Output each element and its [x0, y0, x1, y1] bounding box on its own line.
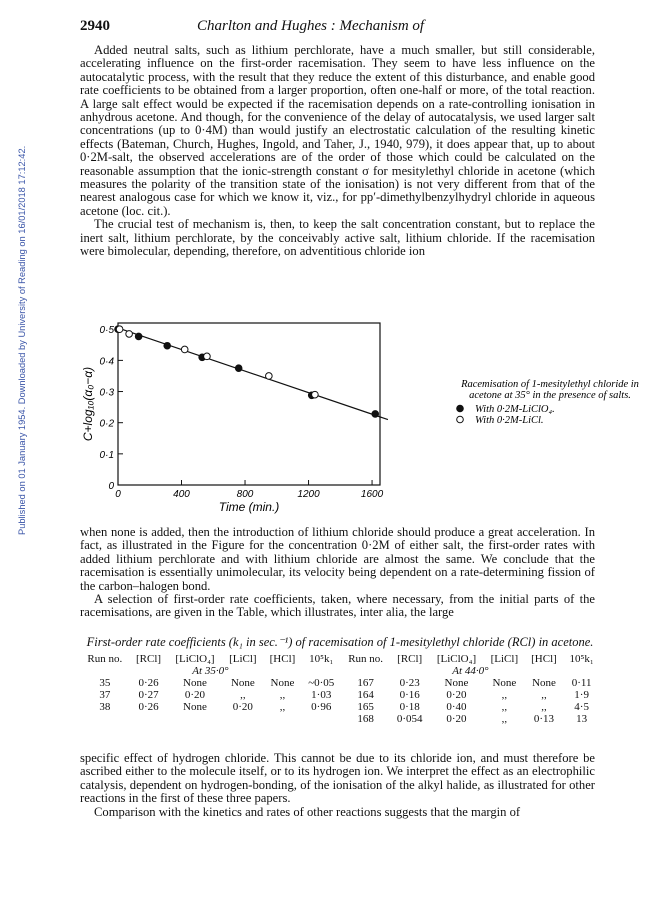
column-header: Run no.: [87, 653, 123, 665]
table-cell: ,,: [501, 689, 508, 701]
legend-label: With 0·2M-LiCl.: [475, 415, 544, 426]
table-cell: 35: [99, 677, 111, 689]
table-cell: ,,: [501, 713, 508, 725]
column-header: [RCl]: [397, 653, 423, 665]
data-point-licl: [126, 331, 133, 338]
x-axis-label: Time (min.): [218, 500, 280, 514]
table-row: [80, 677, 600, 689]
data-point-liclo4: [164, 342, 171, 349]
body-text-mid: [80, 526, 595, 620]
table-cell: 1·9: [574, 689, 589, 701]
table-cell: None: [270, 677, 295, 689]
paragraph: when none is added, then the introduction of lithium chloride should produce a great acceleration. In fact, as illustrated in the Figure for the concentration 0·2M of either salt, the first-order rates with added lithium perchlorate and with lithium chloride are almost the same. We conclude that the racemisation is essentially unimolecular, its velocity being dependent on a rate-determining fission of the carbon–halogen bond.: [80, 525, 595, 593]
table-header-row: [80, 653, 600, 665]
table-cell: [263, 713, 302, 725]
x-tick-label: 800: [236, 489, 254, 500]
table-cell: 0·11: [571, 677, 592, 689]
data-point-licl: [204, 353, 211, 360]
table-cell: 13: [576, 713, 588, 725]
table-cell: [302, 713, 341, 725]
table-cell: ,,: [501, 701, 508, 713]
table-cell: 37: [99, 689, 111, 701]
table-cell: 165: [357, 701, 374, 713]
x-tick-label: 400: [173, 489, 190, 500]
y-tick-label: 0: [108, 481, 114, 492]
table-cell: 0·20: [184, 689, 206, 701]
fit-line: [118, 328, 388, 420]
table-cell: 167: [357, 677, 374, 689]
table-cell: 0·96: [311, 701, 332, 713]
table-cell: 0·27: [138, 689, 159, 701]
table-cell: None: [230, 677, 255, 689]
table-cell: ~0·05: [308, 677, 335, 689]
temperature-label: At 44·0°: [452, 665, 489, 677]
y-tick-label: 0·1: [99, 449, 114, 461]
chart-caption-line: acetone at 35° in the presence of salts.: [469, 390, 631, 401]
data-point-liclo4: [372, 411, 379, 418]
data-point-liclo4: [135, 333, 142, 340]
column-header: [HCl]: [531, 653, 557, 665]
figure: [80, 305, 639, 525]
paragraph: Added neutral salts, such as lithium perchlorate, have a much smaller, but still considerable, accelerating influence on the first-order racemisation. They seem to have less influence on the autocatalytic process, with the result that they reduce the extent of this disturbance, and enable good rate coefficients to be obtained from a larger proportion, often one-half or more, of the total reaction. A large salt effect would be expected if the racemisation depends on a rate-controlling ionisation in anhydrous acetone. And though, for the convenience of the delay of autocatalysis, we used larger salt concentrations (up to 0·4M) than would justify an electrostatic calculation of the resulting kinetic effects (Bateman, Church, Hughes, Ingold, and Taher, J., 1940, 979), it does appear that, up to about 0·2M-salt, the observed accelerations are of the order of those which could be calculated on the reasonable assumption that the ionic-strength constant σ for mesitylethyl chloride in acetone (which measures the polarity of the transition state of the ionisation) is not very different from that of the nearest analogous case for which we know it, viz., for pp′-dimethylbenzylhydryl chloride in aqueous acetone (loc. cit.).: [80, 43, 595, 218]
table-cell: 0·26: [138, 701, 159, 713]
table-cell: None: [444, 677, 469, 689]
column-header: Run no.: [348, 653, 384, 665]
data-point-licl: [181, 346, 188, 353]
page-number: 2940: [80, 18, 110, 34]
table-cell: ,,: [279, 701, 286, 713]
table-cell: None: [532, 677, 556, 689]
table-cell: 4·5: [574, 701, 589, 713]
x-tick-label: 1200: [297, 489, 320, 500]
rate-coefficient-table: [80, 653, 600, 725]
y-tick-label: 0·4: [99, 356, 114, 368]
table-cell: [130, 713, 168, 725]
column-header: [RCl]: [136, 653, 162, 665]
x-tick-label: 1600: [360, 489, 384, 500]
legend-open-marker: [457, 416, 464, 423]
body-text-top: [80, 44, 595, 259]
paragraph: specific effect of hydrogen chloride. This cannot be due to its chloride ion, and must therefore be ascribed either to the molecule itself, or to its hydrogen ion. We interpret the effect as an electrophilic catalysis, dependent on hydrogen-bonding, of the ionisation of the alkyl halide, as illustrated for other reactions in the first of these three papers.: [80, 751, 595, 806]
table-cell: 0·16: [399, 689, 420, 701]
y-tick-label: 0·5: [99, 325, 114, 337]
page-header: [72, 18, 600, 38]
table-cell: 0·13: [533, 713, 555, 725]
table-cell: 38: [99, 701, 111, 713]
table-row: [80, 689, 600, 701]
table-cell: 1·03: [311, 689, 332, 701]
table-row: [80, 713, 600, 725]
body-text-bottom: [80, 752, 595, 819]
data-point-licl: [266, 373, 273, 380]
download-stamp: [0, 0, 27, 912]
y-tick-label: 0·3: [99, 387, 114, 399]
table-cell: 0·054: [396, 713, 423, 725]
y-tick-label: 0·2: [99, 418, 114, 430]
y-axis-label: C+log₁₀(α₀−α): [81, 366, 95, 442]
paragraph: Comparison with the kinetics and rates of other reactions suggests that the margin of: [94, 804, 521, 819]
x-tick-label: 0: [115, 489, 121, 500]
paragraph: The crucial test of mechanism is, then, to keep the salt concentration constant, but to replace the inert salt, lithium perchlorate, by the conceivably active salt, lithium chloride. If the racemisation were bimolecular, depending, therefore, on adventitious chloride ion: [80, 217, 595, 259]
racemisation-chart: [80, 305, 639, 525]
download-stamp-text: Published on 01 January 1954. Downloaded by University of Reading on 16/01/2018 17:12:42.: [17, 145, 27, 535]
table-cell: 0·20: [446, 713, 467, 725]
table-row: [80, 701, 600, 713]
table-cell: [80, 713, 130, 725]
chart-caption-line: Racemisation of 1-mesitylethyl chloride in: [461, 379, 639, 390]
table-caption: First-order rate coefficients (k₁ in sec.⁻¹) of racemisation of 1-mesitylethyl chloride (RCl) in acetone.: [86, 635, 594, 649]
table-cell: 0·26: [138, 677, 159, 689]
paragraph: A selection of first-order rate coefficients, taken, where necessary, from the initial parts of the racemisations, are given in the Table, which illustrates, inter alia, the large: [80, 592, 595, 620]
column-header: 10⁵k₁: [309, 653, 334, 665]
column-header: 10⁵k₁: [569, 653, 594, 665]
column-header: [LiClO₄]: [436, 653, 477, 665]
table-cell: 0·20: [232, 701, 253, 713]
table-cell: 0·18: [399, 701, 420, 713]
rate-table: [80, 635, 600, 725]
table-cell: [167, 713, 222, 725]
table-cell: ,,: [541, 701, 547, 713]
table-cell: [222, 713, 263, 725]
table-cell: ,,: [240, 689, 246, 701]
data-point-licl: [116, 326, 123, 333]
table-cell: 168: [357, 713, 374, 725]
data-point-liclo4: [235, 365, 242, 372]
table-cell: None: [183, 701, 207, 713]
legend-filled-marker: [457, 405, 464, 412]
temperature-row: [80, 665, 600, 677]
table-cell: None: [183, 677, 207, 689]
column-header: [HCl]: [269, 653, 296, 665]
table-cell: 164: [357, 689, 374, 701]
column-header: [LiCl]: [490, 653, 519, 665]
temperature-label: At 35·0°: [192, 665, 229, 677]
column-header: [LiClO₄]: [175, 653, 215, 665]
table-cell: 0·20: [446, 689, 467, 701]
table-cell: 0·23: [399, 677, 420, 689]
table-cell: ,,: [541, 689, 547, 701]
data-point-licl: [312, 391, 319, 398]
table-cell: ,,: [279, 689, 286, 701]
legend-label: With 0·2M-LiClO₄.: [475, 404, 555, 415]
table-cell: None: [492, 677, 517, 689]
running-head: Charlton and Hughes : Mechanism of: [197, 18, 425, 34]
column-header: [LiCl]: [229, 653, 257, 665]
table-cell: 0·40: [446, 701, 467, 713]
